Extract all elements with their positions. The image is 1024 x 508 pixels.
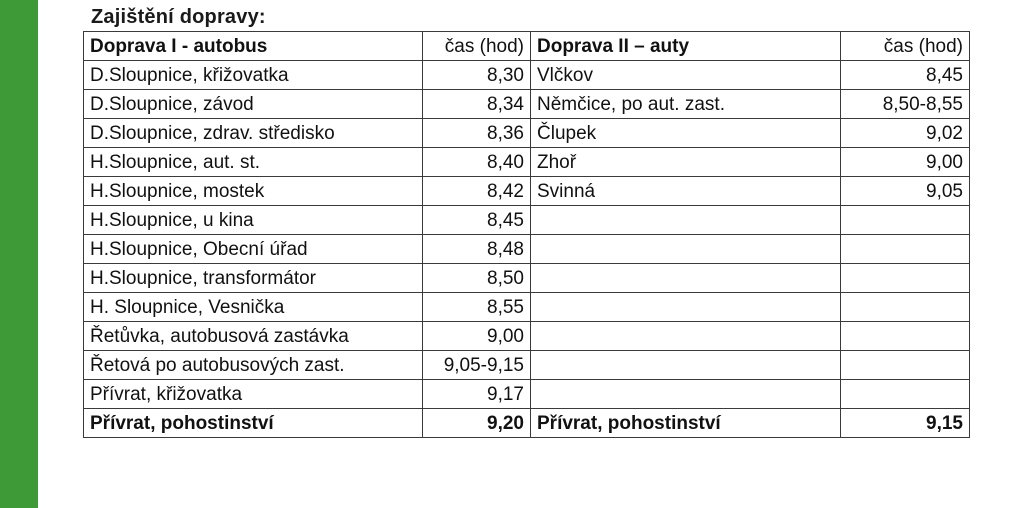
- bus-time-cell: 8,40: [423, 148, 531, 177]
- car-time-cell: [841, 322, 970, 351]
- table-row: [84, 61, 970, 90]
- bus-time-cell: 8,45: [423, 206, 531, 235]
- car-stop-cell: Člupek: [531, 119, 841, 148]
- header-bus-route: Doprava I - autobus: [84, 32, 423, 61]
- bus-stop-cell: Řetůvka, autobusová zastávka: [84, 322, 423, 351]
- car-time-cell: 9,02: [841, 119, 970, 148]
- car-time-cell: [841, 264, 970, 293]
- car-stop-cell: [531, 206, 841, 235]
- table-header-row: [84, 32, 970, 61]
- bus-time-cell: 8,34: [423, 90, 531, 119]
- bus-stop-cell: H. Sloupnice, Vesnička: [84, 293, 423, 322]
- bus-stop-cell: D.Sloupnice, křižovatka: [84, 61, 423, 90]
- bus-time-cell: 8,50: [423, 264, 531, 293]
- car-stop-cell: [531, 351, 841, 380]
- header-car-time: čas (hod): [841, 32, 970, 61]
- bus-stop-cell: Řetová po autobusových zast.: [84, 351, 423, 380]
- page-title: Zajištění dopravy:: [91, 6, 266, 28]
- bus-stop-cell: Přívrat, křižovatka: [84, 380, 423, 409]
- car-time-cell: 9,00: [841, 148, 970, 177]
- bus-stop-cell: H.Sloupnice, Obecní úřad: [84, 235, 423, 264]
- table-row: [84, 351, 970, 380]
- car-time-cell: [841, 206, 970, 235]
- car-stop-cell: [531, 322, 841, 351]
- car-stop-cell: Němčice, po aut. zast.: [531, 90, 841, 119]
- bus-time-cell: 8,30: [423, 61, 531, 90]
- bus-stop-cell: H.Sloupnice, transformátor: [84, 264, 423, 293]
- bus-stop-cell: H.Sloupnice, mostek: [84, 177, 423, 206]
- header-bus-time: čas (hod): [423, 32, 531, 61]
- car-time-cell: 8,45: [841, 61, 970, 90]
- table-row: [84, 380, 970, 409]
- green-side-bar: [0, 0, 38, 508]
- bus-time-cell: 9,17: [423, 380, 531, 409]
- car-stop-cell: [531, 293, 841, 322]
- car-stop-cell: [531, 264, 841, 293]
- table-row: [84, 177, 970, 206]
- bus-time-cell: 9,00: [423, 322, 531, 351]
- car-time-cell: [841, 235, 970, 264]
- car-time-cell: [841, 293, 970, 322]
- bus-time-cell: 8,36: [423, 119, 531, 148]
- car-stop-cell: Zhoř: [531, 148, 841, 177]
- header-car-route: Doprava II – auty: [531, 32, 841, 61]
- bus-stop-cell: H.Sloupnice, u kina: [84, 206, 423, 235]
- car-stop-cell: [531, 235, 841, 264]
- bus-stop-cell: D.Sloupnice, zdrav. středisko: [84, 119, 423, 148]
- bus-stop-cell: D.Sloupnice, závod: [84, 90, 423, 119]
- table-row: [84, 90, 970, 119]
- table-final-row: [84, 409, 970, 438]
- table-row: [84, 148, 970, 177]
- car-time-cell: 9,15: [841, 409, 970, 438]
- bus-time-cell: 9,20: [423, 409, 531, 438]
- table-row: [84, 235, 970, 264]
- table-row: [84, 206, 970, 235]
- car-stop-cell: Přívrat, pohostinství: [531, 409, 841, 438]
- car-time-cell: 8,50-8,55: [841, 90, 970, 119]
- bus-time-cell: 8,48: [423, 235, 531, 264]
- table-row: [84, 322, 970, 351]
- car-time-cell: [841, 351, 970, 380]
- car-stop-cell: Svinná: [531, 177, 841, 206]
- car-time-cell: 9,05: [841, 177, 970, 206]
- bus-stop-cell: H.Sloupnice, aut. st.: [84, 148, 423, 177]
- transport-schedule-table: [83, 31, 970, 438]
- bus-time-cell: 8,55: [423, 293, 531, 322]
- car-stop-cell: [531, 380, 841, 409]
- bus-stop-cell: Přívrat, pohostinství: [84, 409, 423, 438]
- table-row: [84, 119, 970, 148]
- bus-time-cell: 8,42: [423, 177, 531, 206]
- table-row: [84, 293, 970, 322]
- bus-time-cell: 9,05-9,15: [423, 351, 531, 380]
- table-row: [84, 264, 970, 293]
- car-stop-cell: Vlčkov: [531, 61, 841, 90]
- car-time-cell: [841, 380, 970, 409]
